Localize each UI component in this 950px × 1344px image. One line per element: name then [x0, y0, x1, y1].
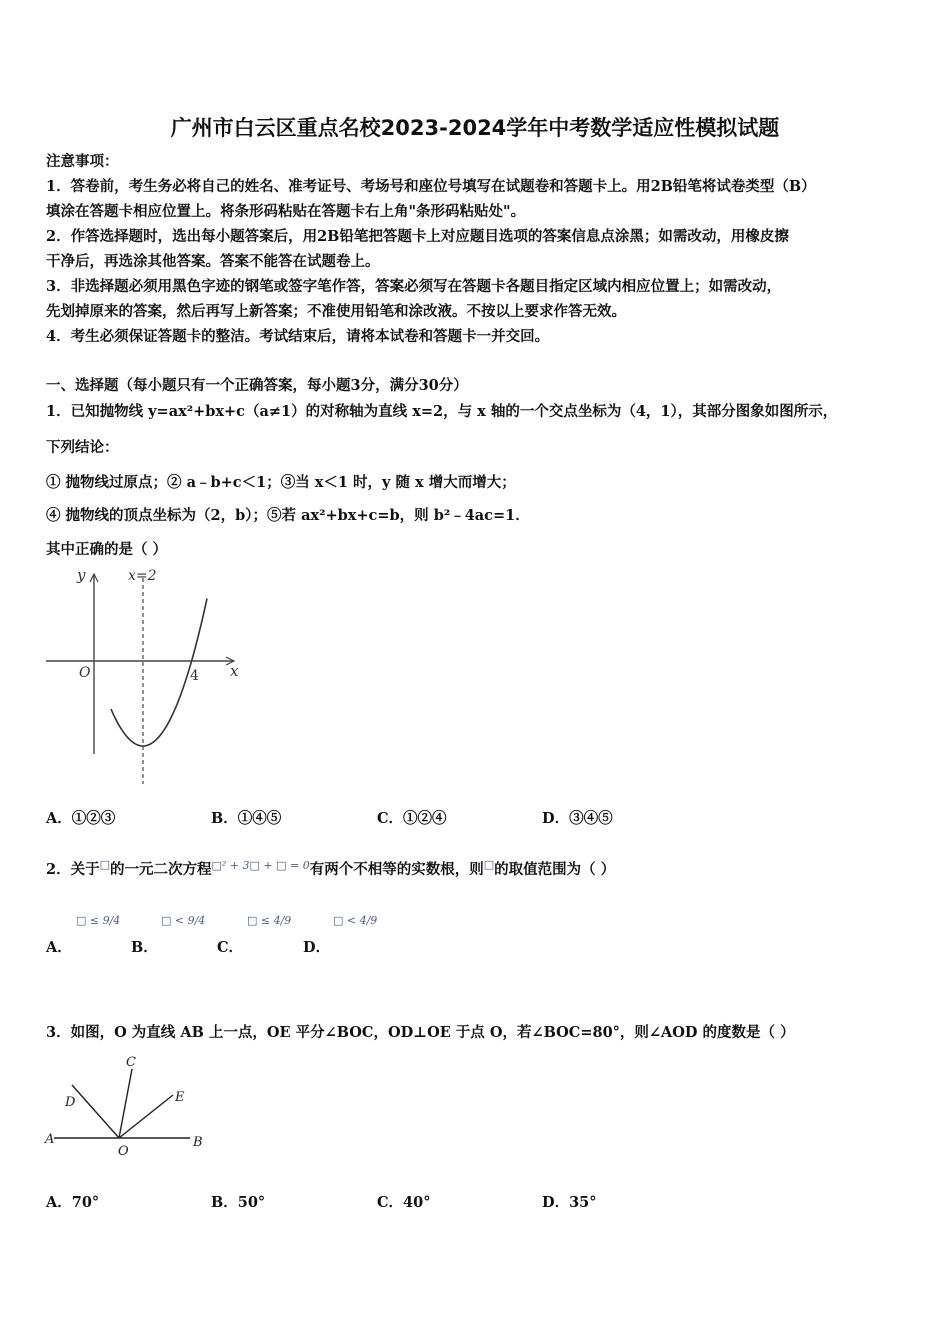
angle-diagram — [40, 1050, 220, 1160]
q1-statement: ① 抛物线过原点；② a﹣b+c＜1；③当 x＜1 时，y 随 x 增大而增大； — [46, 474, 516, 491]
page-title: 广州市白云区重点名校2023-2024学年中考数学适应性模拟试题 — [170, 116, 780, 140]
point-o-label: O — [118, 1144, 129, 1159]
q2-option-d-math: □ < 4/9 — [333, 914, 378, 927]
notes-line: 先划掉原来的答案，然后再写上新答案；不准使用铅笔和涂改液。不按以上要求作答无效。 — [46, 303, 626, 320]
q2-tail: 的取值范围为（ ） — [494, 861, 616, 878]
q1-option-b[interactable]: B．①④⑤ — [211, 810, 282, 827]
q2-stem — [46, 855, 615, 880]
notes-line: 填涂在答题卡相应位置上。将条形码粘贴在答题卡右上角"条形码粘贴处"。 — [46, 203, 526, 220]
notes-line: 3．非选择题必须用黑色字迹的钢笔或签字笔作答，答案必须写在答题卡各题目指定区域内相应位置上；如需改动， — [46, 278, 782, 295]
notes-heading: 注意事项： — [46, 153, 119, 170]
q2-equation: □² + 3□ + □ = 0 — [211, 859, 310, 872]
q2-prefix: 2．关于 — [46, 861, 100, 878]
q2-mid: 的一元二次方程 — [110, 861, 212, 878]
point-a-label: A — [45, 1132, 55, 1147]
q2-var-icon: □ — [483, 858, 495, 871]
q2-option-a[interactable]: A． □ ≤ 9/4 — [46, 914, 121, 956]
point-c-label: C — [126, 1055, 136, 1070]
tick-label: 4 — [190, 668, 199, 684]
q2-option-b-math: □ < 9/4 — [161, 914, 206, 927]
q1-option-d[interactable]: D．③④⑤ — [542, 810, 613, 827]
section-heading: 一、选择题（每小题只有一个正确答案，每小题3分，满分30分） — [46, 377, 468, 394]
q3-stem: 3．如图，O 为直线 AB 上一点，OE 平分∠BOC，OD⊥OE 于点 O，若∠BOC=80°，则∠AOD 的度数是（ ） — [46, 1024, 795, 1041]
q1-prompt: 其中正确的是（ ） — [46, 541, 168, 558]
origin-label: O — [79, 665, 91, 681]
y-axis-label: y — [77, 566, 86, 584]
parabola-graph — [42, 562, 242, 792]
q1-option-a[interactable]: A．①②③ — [46, 810, 116, 827]
notes-line: 干净后，再选涂其他答案。答案不能答在试题卷上。 — [46, 253, 380, 270]
symmetry-axis-label: x=2 — [128, 568, 157, 584]
notes-line: 1．答卷前，考生务必将自己的姓名、准考证号、考场号和座位号填写在试题卷和答题卡上。用2B铅笔将试卷类型（B） — [46, 178, 816, 195]
ray-oc — [119, 1069, 132, 1138]
notes-line: 2．作答选择题时，选出每小题答案后，用2B铅笔把答题卡上对应题目选项的答案信息点涂黑；如需改动，用橡皮擦 — [46, 228, 789, 245]
q2-option-c-math: □ ≤ 4/9 — [247, 914, 292, 927]
q2-option-a-math: □ ≤ 9/4 — [76, 914, 121, 927]
q1-stem: 1．已知抛物线 y=ax²+bx+c（a≠1）的对称轴为直线 x=2，与 x 轴的一个交点坐标为（4，1），其部分图象如图所示， — [46, 403, 838, 420]
point-d-label: D — [65, 1095, 76, 1110]
ray-od — [72, 1085, 119, 1138]
q3-option-a[interactable]: A．70° — [46, 1194, 100, 1211]
q1-stem: 下列结论： — [46, 439, 119, 456]
ray-oe — [119, 1095, 173, 1138]
q2-option-b[interactable]: B． □ < 9/4 — [131, 914, 206, 956]
q1-statement: ④ 抛物线的顶点坐标为（2，b）；⑤若 ax²+bx+c=b，则 b²﹣4ac=1． — [46, 507, 530, 524]
point-b-label: B — [193, 1135, 203, 1150]
q2-var-icon: □ — [99, 858, 110, 871]
q2-suffix: 有两个不相等的实数根，则 — [309, 861, 484, 878]
q2-option-d[interactable]: D． □ < 4/9 — [303, 914, 378, 956]
q1-option-c[interactable]: C．①②④ — [377, 810, 447, 827]
q3-option-d[interactable]: D．35° — [542, 1194, 597, 1211]
notes-line: 4．考生必须保证答题卡的整洁。考试结束后，请将本试卷和答题卡一并交回。 — [46, 328, 550, 345]
q2-option-c[interactable]: C． □ ≤ 4/9 — [217, 914, 292, 956]
point-e-label: E — [175, 1090, 185, 1105]
q3-option-c[interactable]: C．40° — [377, 1194, 431, 1211]
x-axis-label: x — [230, 662, 239, 680]
q3-option-b[interactable]: B．50° — [211, 1194, 266, 1211]
